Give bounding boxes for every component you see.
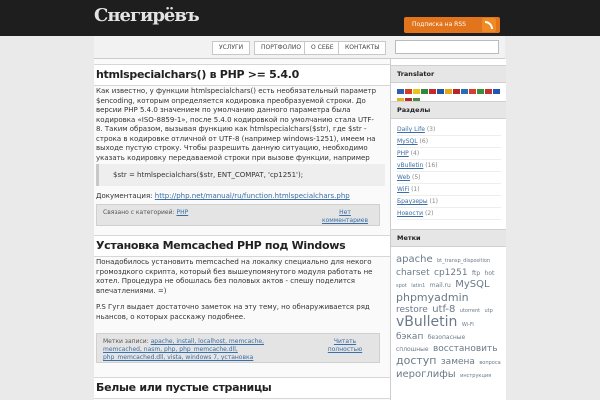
tag-link[interactable]: utf-8 [432, 304, 456, 315]
code-line: $str = htmlspecialchars($str, ENT_COMPAT, 'cp1251'); [113, 171, 304, 179]
category-item [397, 148, 501, 160]
main-content [94, 59, 390, 400]
tag-link[interactable]: иероглифы [396, 369, 456, 380]
language-flag-icon[interactable] [413, 89, 420, 94]
category-count: (6) [419, 138, 429, 145]
category-item [397, 136, 501, 148]
translator-flags [397, 89, 503, 97]
meta-tags-links[interactable]: apache, install, localhost, memcache, memcached, nasm, php, php_memcache.dll, php_memcached.dll, vista, windows 7, установка [103, 338, 264, 361]
post-title-box [94, 377, 390, 399]
language-flag-icon[interactable] [429, 89, 436, 94]
main-nav [94, 36, 390, 59]
tag-link[interactable]: spot [396, 283, 407, 289]
category-link[interactable]: PHP [397, 150, 409, 157]
post-text-ps: P.S Гугл выдает достаточно заметок на эту тему, но обнаруживается ряд ньансов, о которых расскажу подобнее. [96, 303, 370, 321]
category-link[interactable]: WiFi [397, 186, 410, 193]
widget-title: Translator [397, 70, 435, 78]
site-logo[interactable]: Снегирёвъ [94, 5, 199, 26]
tags-widget-title [391, 229, 506, 247]
nav-item-services[interactable]: УСЛУГИ [212, 41, 250, 55]
post-meta [96, 333, 380, 363]
post-text: Как известно, у функции htmlspecialchars() есть необязательный параметр $encoding, которым определяется кодировка преобразуемой строки. До версии PHP 5.4.0 значением по умолчанию данного параметра была кодировка «ISO-8859-1», после 5.4.0 кодировкой по умолчанию стала UTF-8. Таким образом, вызывая функцию как htmlspecialchars($str), где $str - строка в кодировке отличной от UTF-8 (например windows-1251), имеем на выходе пустую строку. Чтобы разрешить данную ситуацию, необходимо указать кодировку передаваемой строки при вызове функции, например [96, 87, 377, 162]
meta-label: Связано с категорией: [103, 209, 175, 216]
category-count: (5) [412, 174, 421, 181]
tag-link[interactable]: сплошные [396, 346, 429, 353]
language-flag-icon[interactable] [461, 89, 468, 94]
rss-label: Подписка на RSS [412, 21, 466, 28]
meta-categories [103, 209, 293, 217]
tag-link[interactable]: apache [396, 254, 433, 265]
search-area [390, 36, 505, 59]
language-flag-icon[interactable] [453, 89, 460, 94]
code-block [96, 164, 385, 186]
sidebar [390, 59, 506, 400]
post-title[interactable]: Установка Memcached PHP под Windows [96, 239, 346, 252]
category-item [397, 172, 501, 184]
nav-item-contacts[interactable]: КОНТАКТЫ [338, 41, 386, 55]
tag-link[interactable]: бэкап [396, 332, 424, 342]
rss-subscribe-button[interactable] [404, 17, 500, 33]
language-flag-icon[interactable] [397, 89, 404, 94]
category-count: (2) [425, 210, 434, 217]
category-link[interactable]: MySQL [397, 138, 418, 145]
tag-link[interactable]: инструкция [460, 373, 492, 379]
tag-link[interactable]: charset [396, 268, 430, 278]
category-link[interactable]: vBulletin [397, 162, 424, 169]
translator-widget-title [391, 65, 506, 83]
tag-link[interactable]: latin1 [411, 283, 426, 289]
tag-link[interactable]: доступ [396, 354, 437, 367]
tag-link[interactable]: ftp [471, 270, 481, 277]
tag-link[interactable]: restore [396, 305, 428, 315]
category-count: (4) [410, 150, 420, 157]
tag-link[interactable]: восстановить [432, 344, 498, 354]
tag-link[interactable]: безопасные [427, 334, 466, 341]
tag-link[interactable]: вопроса [479, 360, 501, 366]
category-link[interactable]: Новости [397, 210, 424, 217]
post-meta [96, 204, 380, 226]
tag-link[interactable]: phpmyadmin [396, 291, 469, 304]
category-count: (1) [429, 198, 439, 205]
tag-link[interactable]: mail.ru [429, 282, 451, 289]
category-item [397, 184, 501, 196]
language-flag-icon[interactable] [477, 89, 484, 94]
category-link[interactable]: Daily Life [397, 126, 425, 133]
category-link[interactable]: Браузеры [397, 198, 428, 205]
search-input[interactable] [395, 40, 499, 54]
tag-link[interactable]: vBulletin [396, 314, 458, 330]
nav-item-portfolio[interactable]: ПОРТФОЛИО [254, 41, 308, 55]
widget-title: Разделы [397, 106, 431, 114]
meta-label: Метки записи: [103, 338, 149, 345]
category-item [397, 196, 501, 208]
category-link[interactable]: Web [397, 174, 411, 181]
language-flag-icon[interactable] [405, 89, 412, 94]
tag-cloud [396, 254, 504, 382]
doc-link[interactable]: http://php.net/manual/ru/function.htmlspecialchars.php [154, 192, 350, 200]
tag-link[interactable]: MySQL [455, 279, 490, 290]
widget-title: Метки [397, 234, 421, 242]
category-count: (16) [425, 162, 438, 169]
header-bar [0, 0, 600, 36]
category-count: (1) [411, 186, 420, 193]
tag-link[interactable]: Wi-Fi [461, 322, 474, 328]
language-flag-icon[interactable] [493, 89, 500, 94]
language-flag-icon[interactable] [421, 89, 428, 94]
language-flag-icon[interactable] [469, 89, 476, 94]
tag-link[interactable]: utorrent [459, 308, 481, 314]
post-title[interactable]: htmlspecialchars() в PHP >= 5.4.0 [96, 68, 299, 81]
nav-item-about[interactable]: О СЕБЕ [304, 41, 341, 55]
category-count: (3) [426, 126, 436, 133]
tag-link[interactable]: cp1251 [434, 268, 468, 278]
language-flag-icon[interactable] [445, 89, 452, 94]
tag-link[interactable]: hot [484, 270, 495, 277]
doc-line [96, 192, 378, 202]
post-title-box [94, 235, 390, 257]
meta-tags [103, 338, 293, 362]
language-flag-icon[interactable] [437, 89, 444, 94]
post-text: Понадобилось установить memcached на локалку специально для некого громоздкого скрипта, который без вышеупомянутого модуля работать не хотел. Процедура не обошлась без половых актов - спешу поделится впечатлениями. =) [96, 258, 373, 295]
category-item [397, 124, 501, 136]
rss-icon [482, 18, 496, 32]
doc-label: Документация: [96, 192, 153, 200]
categories-widget-title [391, 101, 506, 119]
tag-link[interactable]: utp [484, 308, 493, 314]
read-more-link[interactable]: Читать полностью [327, 338, 363, 353]
meta-category-link[interactable]: PHP [176, 209, 189, 216]
tag-link[interactable]: bt_transp_disposition [436, 258, 491, 264]
category-item [397, 160, 501, 172]
post-title[interactable]: Белые или пустые страницы [96, 381, 272, 394]
comments-link[interactable]: Нет комментариев [321, 209, 369, 224]
language-flag-icon[interactable] [485, 89, 492, 94]
post-title-box [94, 64, 390, 86]
tag-link[interactable]: замена [440, 357, 475, 367]
category-item [397, 208, 501, 220]
